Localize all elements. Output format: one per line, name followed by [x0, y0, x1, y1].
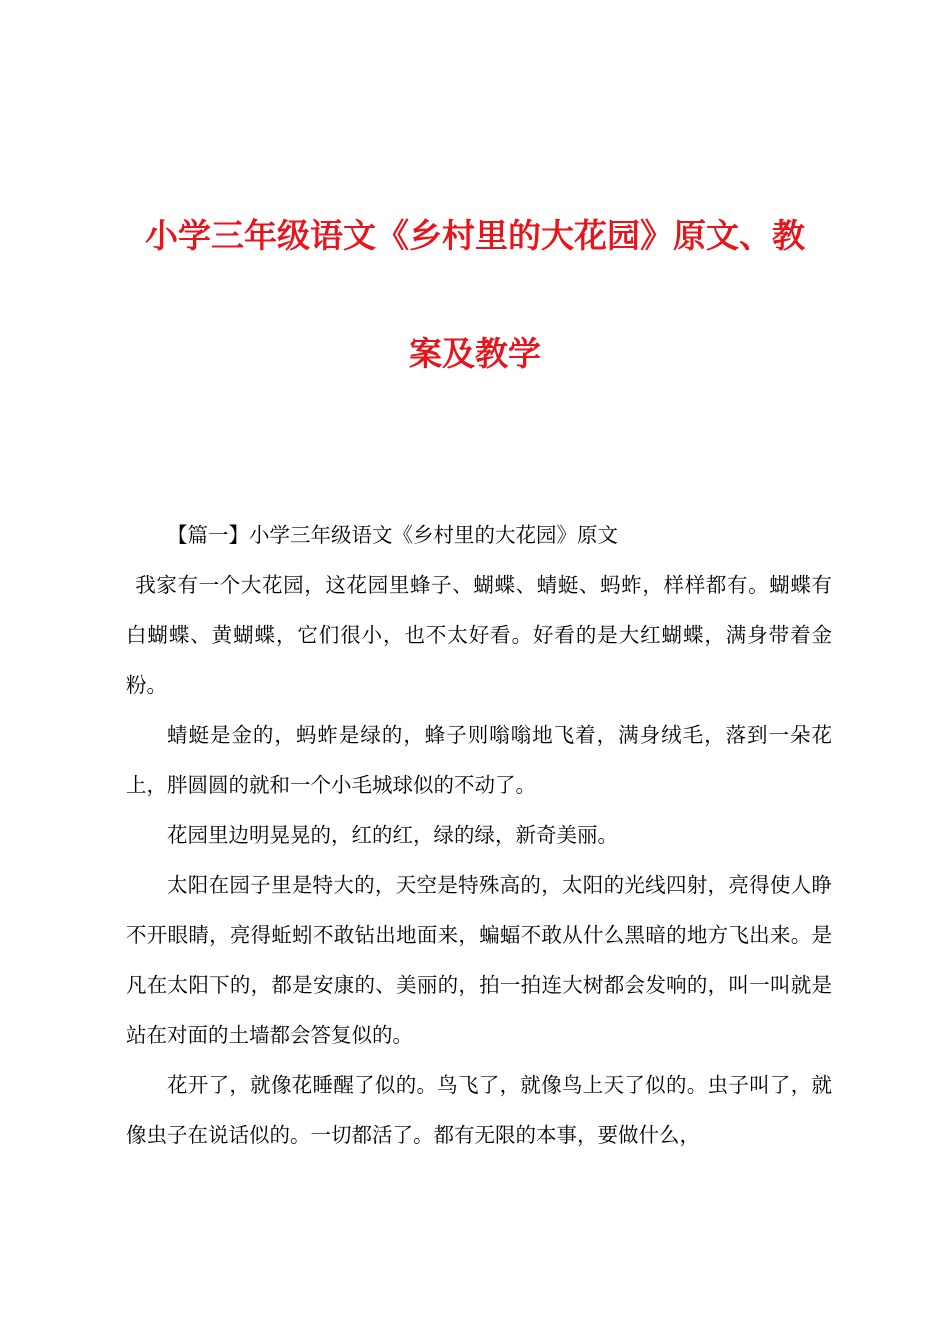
- document-title-line-2: 案及教学: [409, 334, 541, 373]
- section-heading: 【篇一】小学三年级语文《乡村里的大花园》原文: [167, 523, 618, 547]
- paragraph-2: 蜻蜓是金的，蚂蚱是绿的，蜂子则嗡嗡地飞着，满身绒毛，落到一朵花上，胖圆圆的就和一个小毛城球似的不动了。: [126, 723, 832, 797]
- paragraph-3: 花园里边明晃晃的，红的红，绿的绿，新奇美丽。: [167, 823, 618, 847]
- paragraph-1: 我家有一个大花园，这花园里蜂子、蝴蝶、蜻蜓、蚂蚱，样样都有。蝴蝶有白蝴蝶、黄蝴蝶，它们很小，也不太好看。好看的是大红蝴蝶，满身带着金粉。: [126, 573, 832, 697]
- document-body: [126, 510, 832, 1160]
- paragraph-5: 花开了，就像花睡醒了似的。鸟飞了，就像鸟上天了似的。虫子叫了，就像虫子在说话似的。一切都活了。都有无限的本事，要做什么，: [126, 1073, 832, 1147]
- paragraph-4: 太阳在园子里是特大的，天空是特殊高的，太阳的光线四射，亮得使人睁不开眼睛，亮得蚯蚓不敢钻出地面来，蝙蝠不敢从什么黑暗的地方飞出来。是凡在太阳下的，都是安康的、美丽的，拍一拍连大树都会发响的，叫一叫就是站在对面的土墙都会答复似的。: [126, 873, 832, 1047]
- document-title-line-1: 小学三年级语文《乡村里的大花园》原文、教: [145, 216, 805, 255]
